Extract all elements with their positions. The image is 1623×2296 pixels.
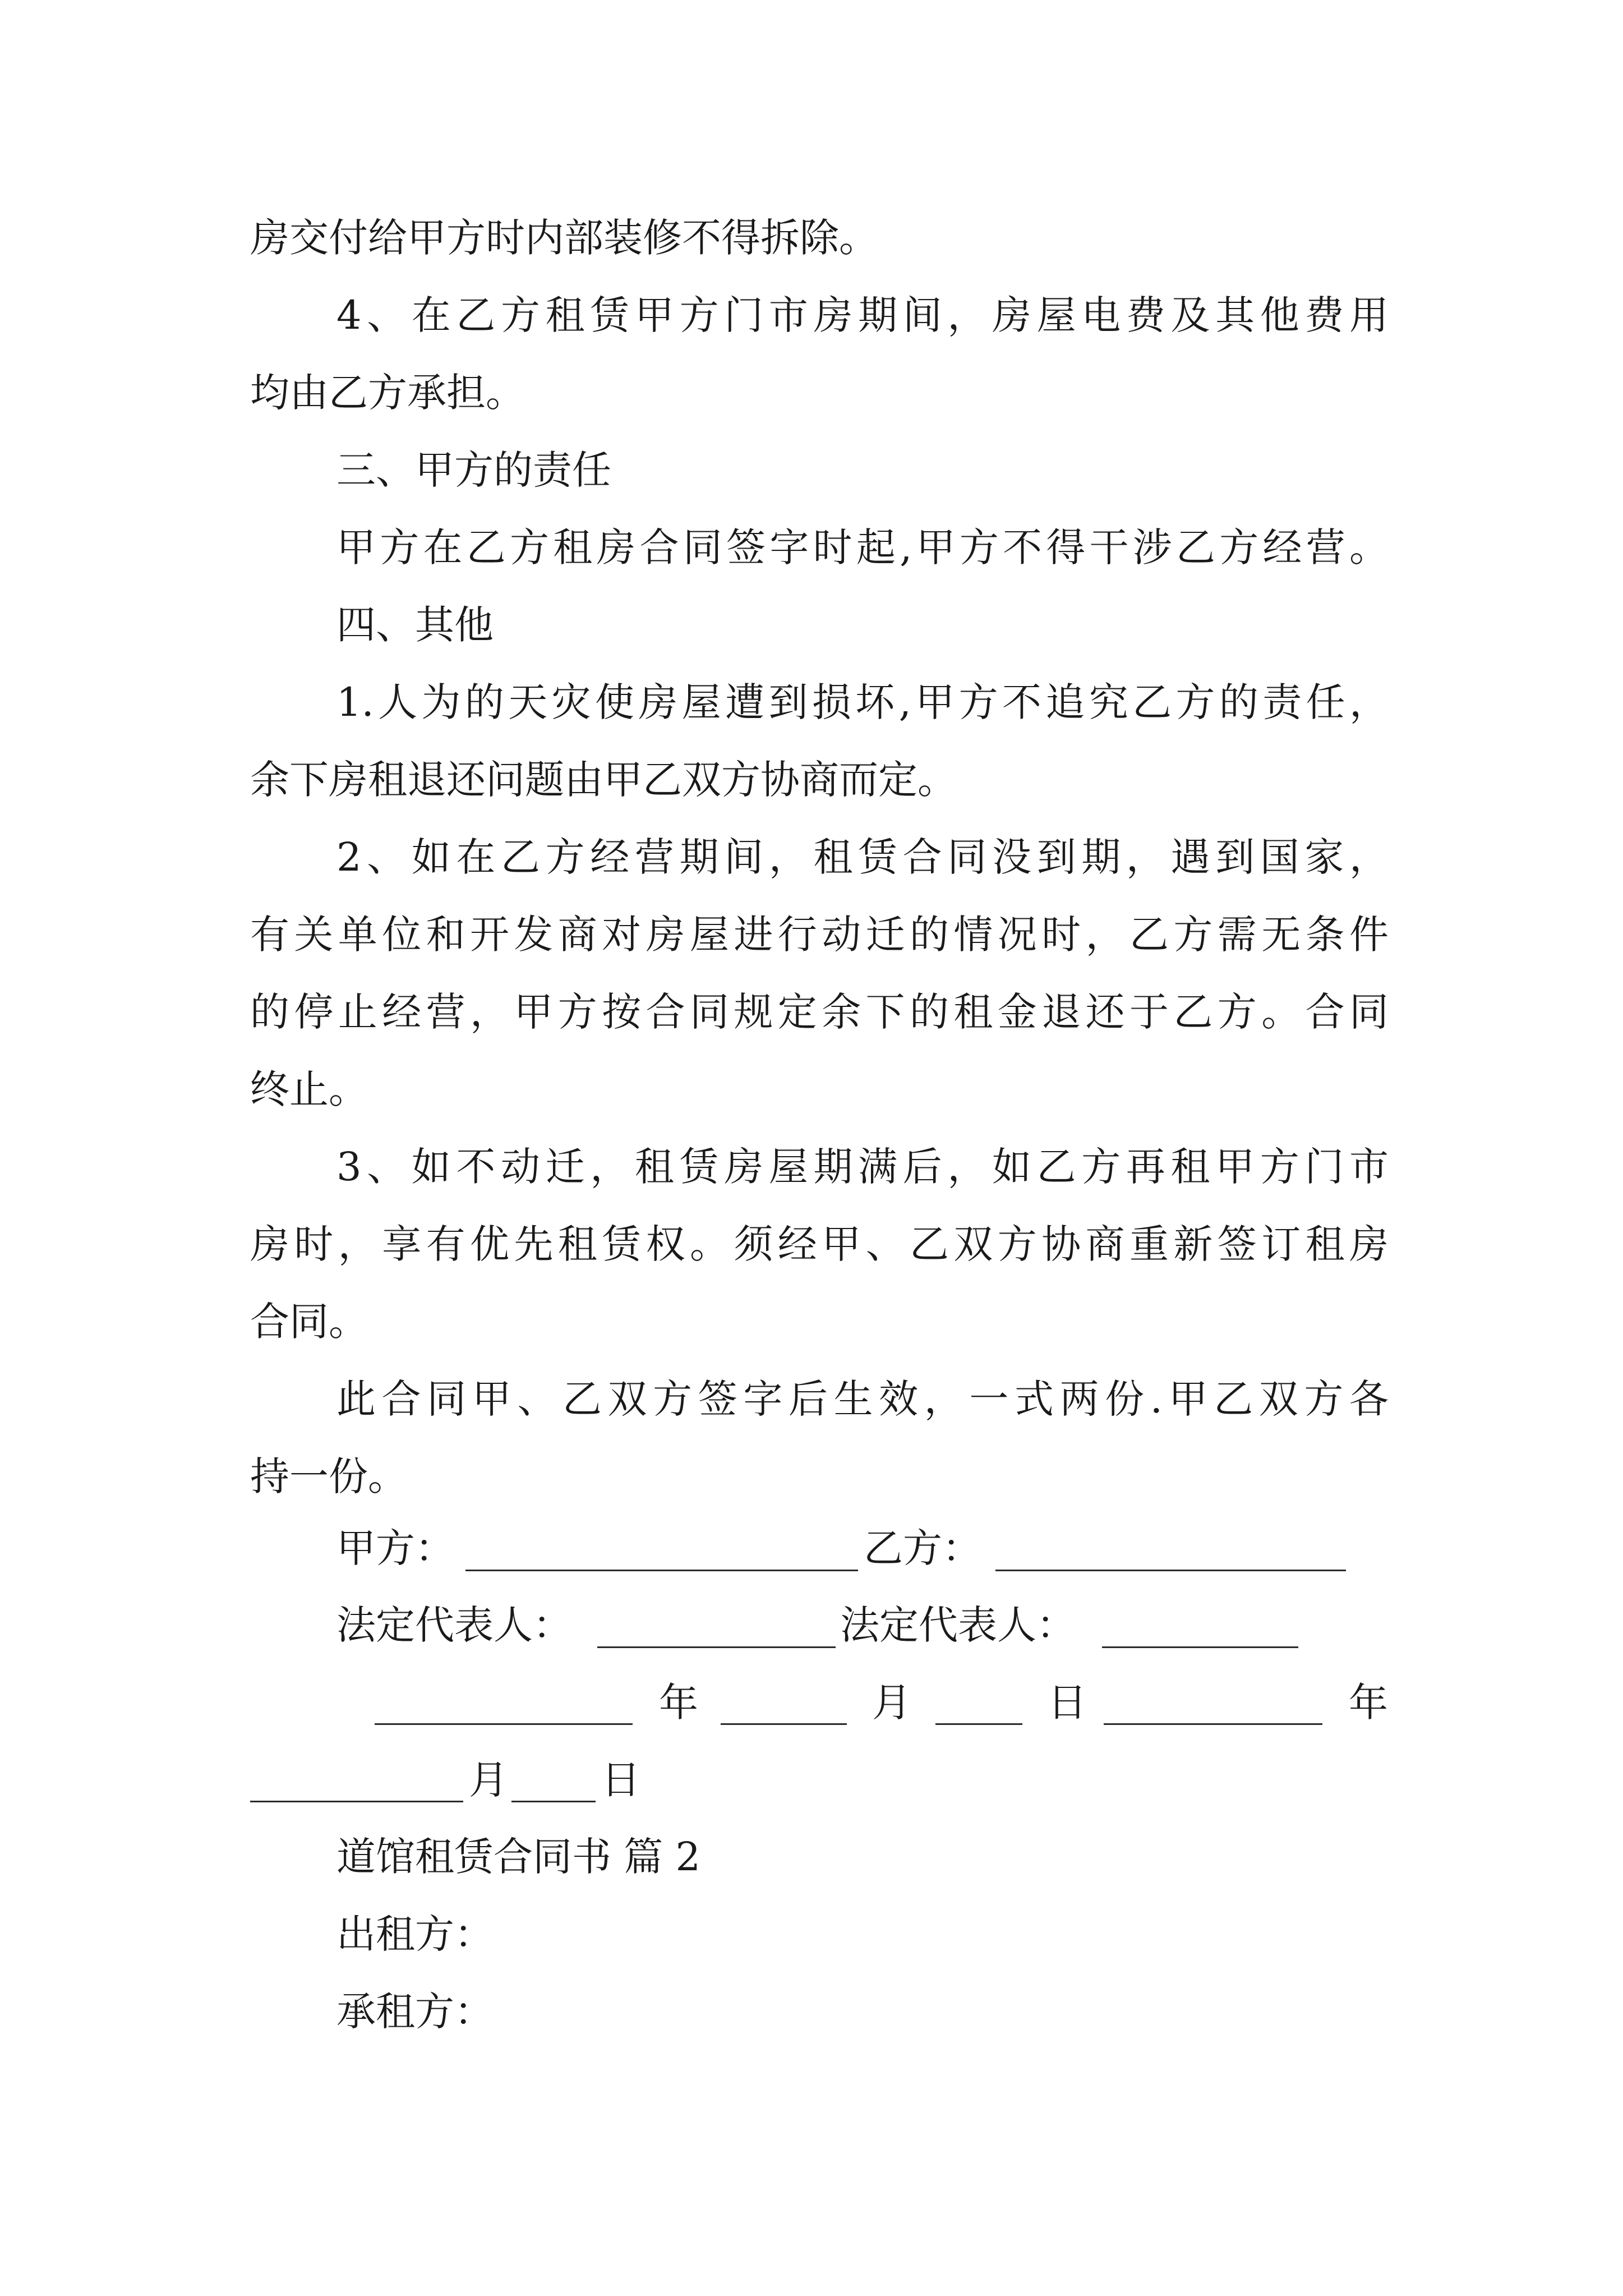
paragraph-line: 余下房租退还问题由甲乙双方协商而定。 [250, 757, 957, 803]
rep-a-blank [597, 1646, 836, 1648]
party-b-label: 乙方： [864, 1525, 981, 1571]
day-b-label: 日 [601, 1757, 640, 1803]
party-a-blank [465, 1570, 858, 1571]
month-a-blank [721, 1723, 847, 1725]
section2-title: 道馆租赁合同书 篇 2 [336, 1834, 701, 1880]
month-b-blank [250, 1801, 463, 1802]
paragraph-line: 合同。 [250, 1299, 368, 1345]
day-a-blank [935, 1723, 1022, 1725]
contract-body [250, 199, 1389, 1515]
party-b-blank [995, 1570, 1346, 1571]
paragraph-line: 持一份。 [250, 1453, 407, 1499]
paragraph-line: 终止。 [250, 1066, 368, 1112]
paragraph-line: 1.人为的天灾使房屋遭到损坏,甲方不追究乙方的责任， [336, 679, 1389, 725]
paragraph-line: 2、如在乙方经营期间，租赁合同没到期，遇到国家， [336, 834, 1389, 880]
day-b-blank [511, 1801, 596, 1802]
month-b-label: 月 [469, 1757, 508, 1803]
section-heading: 四、其他 [336, 602, 494, 648]
paragraph-line: 有关单位和开发商对房屋进行动迁的情况时，乙方需无条件 [250, 912, 1389, 958]
paragraph-line: 房交付给甲方时内部装修不得拆除。 [250, 215, 878, 261]
lessor-label: 出租方： [336, 1911, 494, 1957]
month-a-label: 月 [872, 1680, 911, 1726]
year-b-label: 年 [1349, 1680, 1388, 1726]
paragraph-line: 均由乙方承担。 [250, 370, 525, 416]
paragraph-line: 甲方在乙方租房合同签字时起,甲方不得干涉乙方经营。 [336, 524, 1389, 570]
rep-a-label: 法定代表人： [336, 1602, 572, 1648]
section-heading: 三、甲方的责任 [336, 447, 611, 493]
paragraph-line: 此合同甲、乙双方签字后生效，一式两份.甲乙双方各 [336, 1376, 1389, 1422]
party-a-label: 甲方： [336, 1525, 454, 1571]
rep-b-blank [1102, 1646, 1298, 1648]
paragraph-line: 3、如不动迁，租赁房屋期满后，如乙方再租甲方门市 [336, 1144, 1389, 1190]
paragraph-line: 房时，享有优先租赁权。须经甲、乙双方协商重新签订租房 [250, 1221, 1389, 1267]
paragraph-line: 4、在乙方租赁甲方门市房期间，房屋电费及其他费用 [336, 292, 1389, 338]
year-a-blank [375, 1723, 633, 1725]
lessee-label: 承租方： [336, 1989, 494, 2035]
day-a-label: 日 [1048, 1680, 1087, 1726]
rep-b-label: 法定代表人： [840, 1602, 1076, 1648]
year-a-label: 年 [659, 1680, 698, 1726]
year-b-blank [1104, 1723, 1322, 1725]
paragraph-line: 的停止经营，甲方按合同规定余下的租金退还于乙方。合同 [250, 989, 1389, 1035]
